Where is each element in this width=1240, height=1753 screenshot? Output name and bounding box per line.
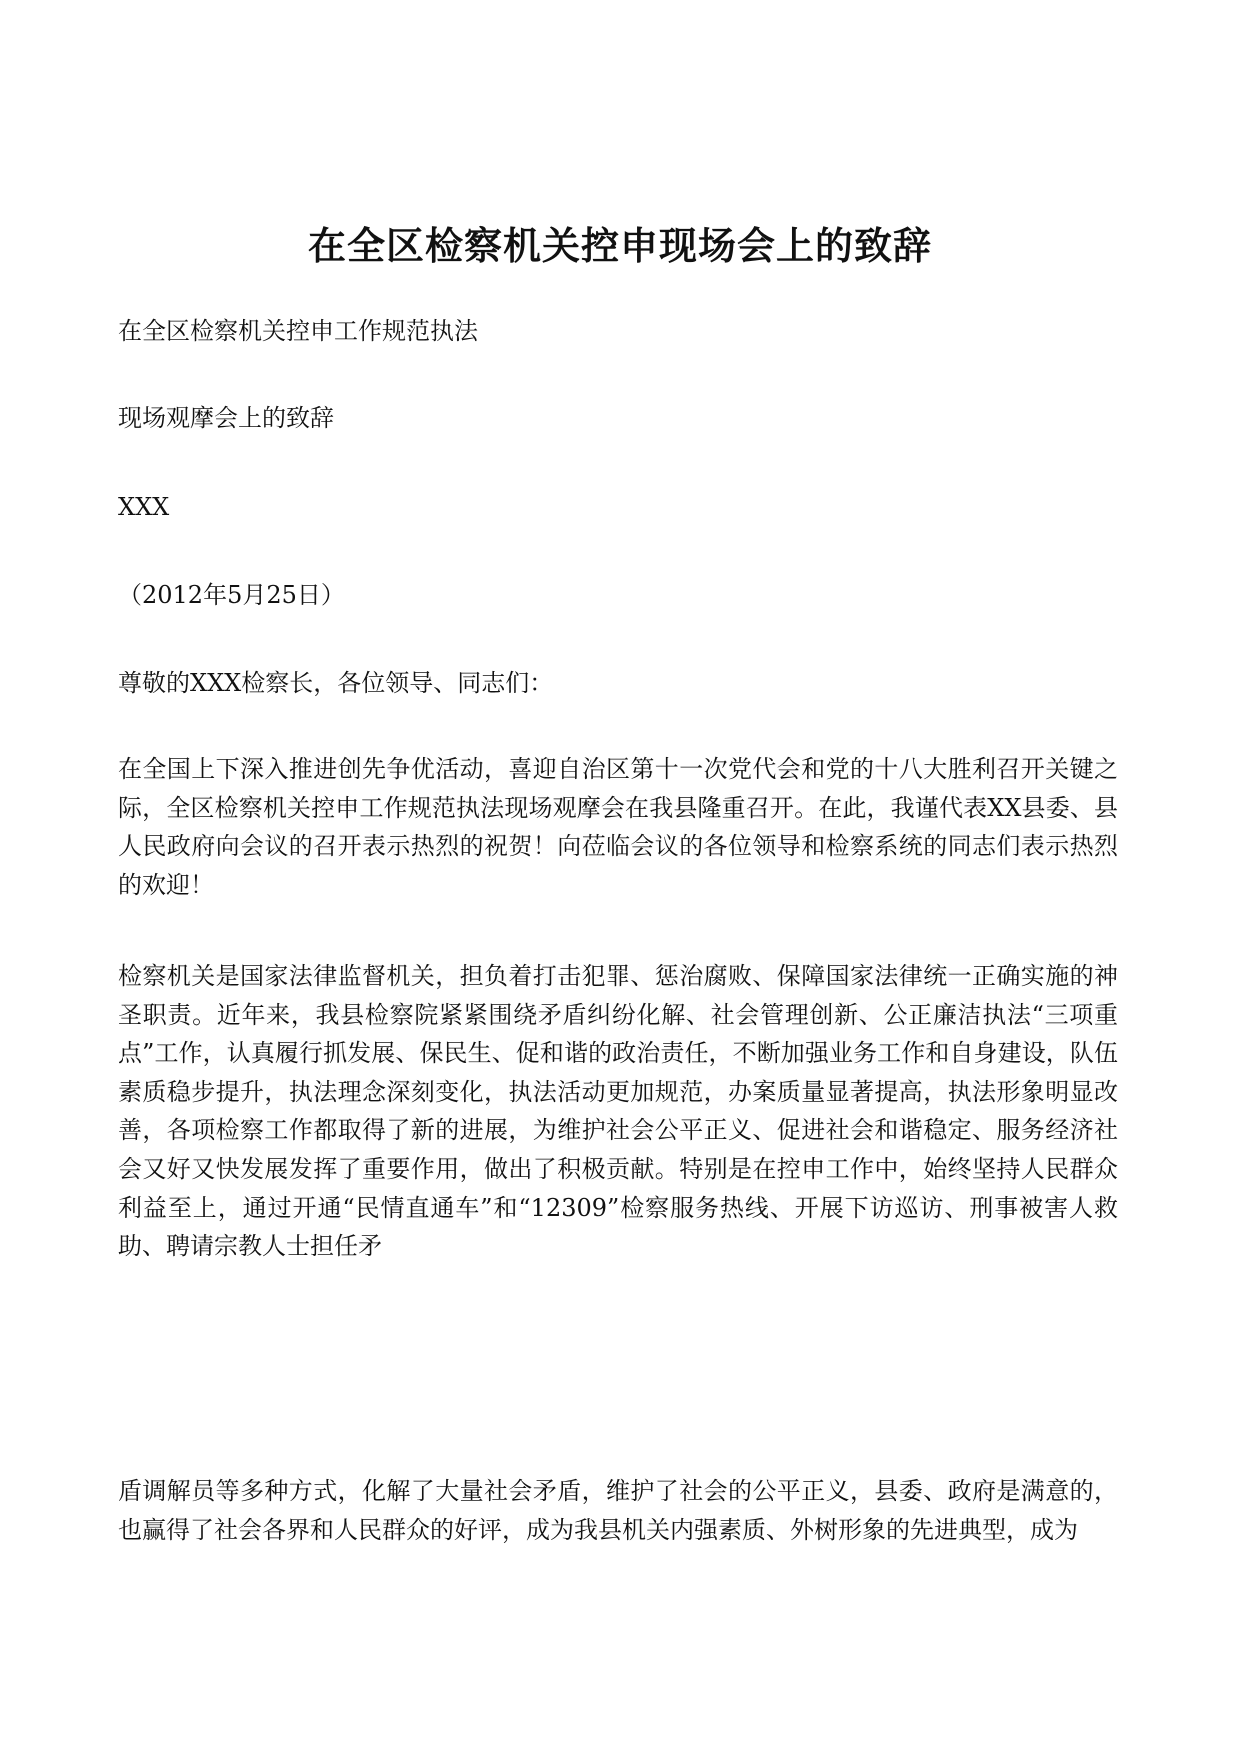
document-title: 在全区检察机关控申现场会上的致辞: [307, 224, 932, 268]
speaker-name: XXX: [118, 493, 170, 521]
subtitle-line-1: 在全区检察机关控申工作规范执法: [118, 317, 478, 345]
body-paragraph: 盾调解员等多种方式，化解了大量社会矛盾，维护了社会的公平正义，县委、政府是满意的，也赢得了社会各界和人民群众的好评，成为我县机关内强素质、外树形象的先进典型，成为: [118, 1477, 1118, 1544]
speech-date: （2012年5月25日）: [118, 581, 345, 609]
subtitle-line-2: 现场观摩会上的致辞: [118, 404, 334, 432]
body-paragraph: 在全国上下深入推进创先争优活动，喜迎自治区第十一次党代会和党的十八大胜利召开关键之际，全区检察机关控申工作规范执法现场观摩会在我县隆重召开。在此，我谨代表XX县委、县人民政府向会议的召开表示热烈的祝贺！向莅临会议的各位领导和检察系统的同志们表示热烈的欢迎！: [118, 755, 1118, 899]
body-paragraph: 检察机关是国家法律监督机关，担负着打击犯罪、惩治腐败、保障国家法律统一正确实施的神圣职责。近年来，我县检察院紧紧围绕矛盾纠纷化解、社会管理创新、公正廉洁执法“三项重点”工作，认真履行抓发展、保民生、促和谐的政治责任，不断加强业务工作和自身建设，队伍素质稳步提升，执法理念深刻变化，执法活动更加规范，办案质量显著提高，执法形象明显改善，各项检察工作都取得了新的进展，为维护社会公平正义、促进社会和谐稳定、服务经济社会又好又快发展发挥了重要作用，做出了积极贡献。特别是在控申工作中，始终坚持人民群众利益至上，通过开通“民情直通车”和“12309”检察服务热线、开展下访巡访、刑事被害人救助、聘请宗教人士担任矛: [118, 962, 1118, 1261]
salutation: 尊敬的XXX检察长，各位领导、同志们：: [118, 669, 554, 697]
